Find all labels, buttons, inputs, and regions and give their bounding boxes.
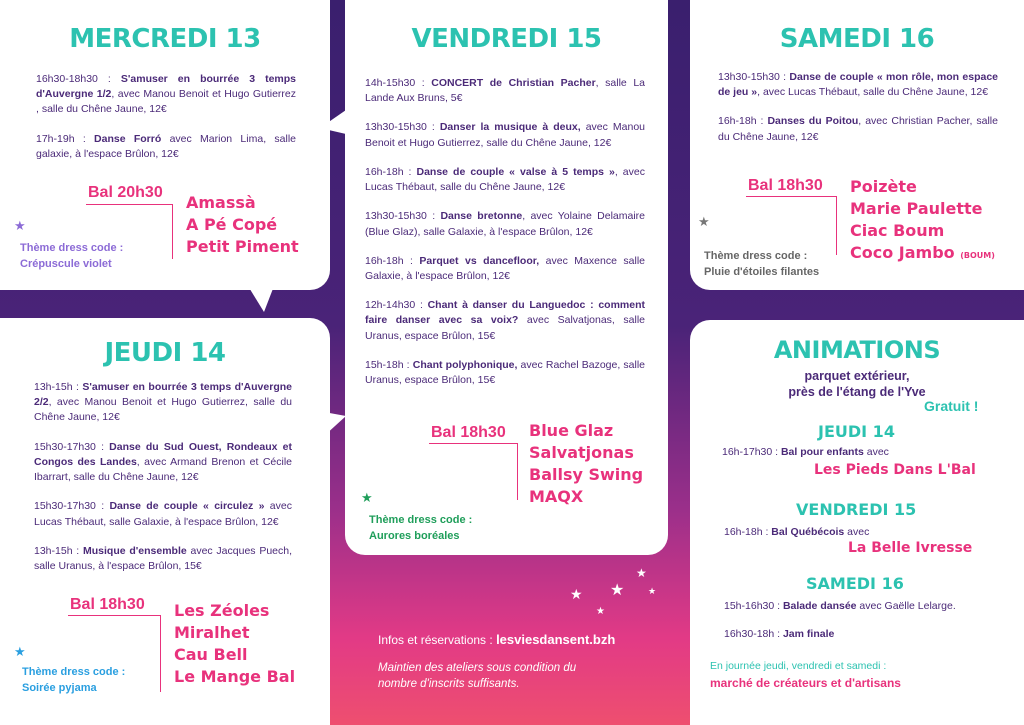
- anim-event: 15h-16h30 : Balade dansée avec Gaëlle Lelarge.: [724, 600, 956, 612]
- event: 13h-15h : Musique d'ensemble avec Jacques Puech, salle Uranus, à l'espace Brûlon, 15€: [34, 544, 293, 572]
- divider: [746, 196, 837, 255]
- bubble-tail: [248, 286, 278, 316]
- band: Blue Glaz: [529, 421, 614, 440]
- info-contact: Infos et réservations : lesviesdansent.bzh: [378, 632, 616, 647]
- event: 14h-15h30 : CONCERT de Christian Pacher, salle La Lande Aux Bruns, 5€: [365, 77, 645, 105]
- event: 13h30-15h30 : Danse bretonne, avec Yolaine Delamaire (Blue Glaz), salle Galaxie, à l'espace Brûlon, 12€: [365, 210, 645, 238]
- bubble-tail: [318, 108, 348, 138]
- band-list: [186, 192, 299, 258]
- event: 13h30-15h30 : Danser la musique à deux, avec Manou Benoit et Hugo Gutierrez, salle du Chêne Jaune, 12€: [365, 121, 645, 149]
- dress-code: Thème dress code : Aurores boréales: [369, 514, 473, 542]
- day-title: JEUDI 14: [104, 338, 226, 368]
- panel-jeudi: [0, 318, 330, 725]
- band: Salvatjonas: [529, 443, 634, 462]
- anim-footer: En journée jeudi, vendredi et samedi : marché de créateurs et d'artisans: [710, 660, 901, 690]
- star-icon: ★: [570, 586, 583, 602]
- event: 13h30-15h30 : Danse de couple « mon rôle, mon espace de jeu », avec Lucas Thébaut, salle du Chêne Jaune, 12€: [718, 71, 998, 99]
- bal-time: Bal 20h30: [88, 184, 163, 201]
- boum-label: (BOUM): [960, 251, 995, 260]
- event: 17h-19h : Danse Forró avec Marion Lima, salle galaxie, à l'espace Brûlon, 12€: [36, 132, 296, 160]
- event: 16h-18h : Parquet vs dancefloor, avec Maxence salle Galaxie, à l'espace Brûlon, 12€: [365, 254, 645, 282]
- anim-day: SAMEDI 16: [806, 574, 904, 593]
- website-link[interactable]: lesviesdansent.bzh: [496, 632, 616, 647]
- star-icon: ★: [648, 586, 657, 596]
- star-icon: ★: [14, 644, 26, 659]
- bal-time: Bal 18h30: [70, 596, 145, 613]
- anim-event: 16h-18h : Bal Québécois avec: [724, 526, 870, 538]
- event: 16h30-18h30 : S'amuser en bourrée 3 temps d'Auvergne 1/2, avec Manou Benoit et Hugo Gutierrez , salle du Chêne Jaune, 12€: [36, 73, 296, 116]
- band: Le Mange Bal: [174, 667, 296, 686]
- dress-code: Thème dress code : Crépuscule violet: [20, 242, 124, 270]
- band: Poizète: [850, 177, 917, 196]
- event: 16h-18h : Danses du Poitou, avec Christian Pacher, salle du Chêne Jaune, 12€: [718, 115, 998, 143]
- divider: [429, 443, 518, 500]
- star-icon: ★: [14, 218, 26, 233]
- info-note: Maintien des ateliers sous condition du nombre d'inscrits suffisants.: [378, 662, 577, 690]
- bal-time: Bal 18h30: [431, 424, 506, 441]
- panel-vendredi: [345, 0, 668, 555]
- band: A Pé Copé: [186, 215, 278, 234]
- day-title: SAMEDI 16: [779, 24, 935, 54]
- band-list: [529, 420, 643, 508]
- panel-mercredi: [0, 0, 330, 290]
- bal-time: Bal 18h30: [748, 177, 823, 194]
- day-title: MERCREDI 13: [69, 24, 261, 54]
- star-icon: ★: [361, 490, 373, 505]
- star-icon: ★: [698, 214, 710, 229]
- event: 16h-18h : Danse de couple « valse à 5 temps », avec Lucas Thébaut, salle du Chêne Jaune, 12€: [365, 165, 645, 194]
- band: MAQX: [529, 487, 584, 506]
- panel-samedi: [690, 0, 1024, 290]
- band: Cau Bell: [174, 645, 248, 664]
- band: Ballsy Swing: [529, 465, 644, 484]
- event: 15h30-17h30 : Danse de couple « circulez » avec Lucas Thébaut, salle Galaxie, à l'espace Brûlon, 12€: [34, 500, 292, 528]
- band: Miralhet: [174, 623, 250, 642]
- band: Coco Jambo (BOUM): [850, 243, 995, 262]
- band: Ciac Boum: [850, 221, 945, 240]
- band: Petit Piment: [186, 237, 299, 256]
- anim-day: JEUDI 14: [818, 422, 895, 441]
- band-list: [850, 176, 995, 267]
- star-icon: ★: [610, 582, 625, 599]
- anim-event: 16h-17h30 : Bal pour enfants avec: [722, 446, 889, 458]
- anim-event: 16h30-18h : Jam finale: [724, 628, 835, 640]
- star-icon: ★: [596, 606, 605, 617]
- dress-code: Thème dress code : Pluie d'étoiles filantes: [704, 250, 820, 278]
- gratuit-label: Gratuit !: [924, 398, 979, 414]
- event: 13h-15h : S'amuser en bourrée 3 temps d'Auvergne 2/2, avec Manou Benoit et Hugo Gutierrez, salle du Chêne Jaune, 12€: [34, 381, 292, 424]
- band: Marie Paulette: [850, 199, 983, 218]
- band-list: [174, 600, 295, 688]
- day-title: VENDREDI 15: [411, 24, 602, 54]
- anim-band: Les Pieds Dans L'Bal: [814, 462, 976, 478]
- star-icon: ★: [636, 566, 647, 580]
- dress-code: Thème dress code : Soirée pyjama: [22, 666, 126, 694]
- anim-band: La Belle Ivresse: [848, 540, 973, 556]
- band: Amassà: [186, 193, 256, 212]
- band: Les Zéoles: [174, 601, 270, 620]
- event: 15h-18h : Chant polyphonique, avec Rachel Bazoge, salle Uranus, espace Brûlon, 15€: [365, 358, 645, 387]
- anim-day: VENDREDI 15: [796, 500, 917, 519]
- panel-animations: ANIMATIONS parquet extérieur, près de l'étang de l'Yve Gratuit ! JEUDI 14 16h-17h30 : Bal pour enfants avec Les Pieds Dans L'Bal VENDREDI 15 16h-18h : Bal Québécois avec La Belle Ivresse SAMEDI 16 15h-16h30 : Balade dansée avec Gaëlle Lelarge. 16h30-18h : Jam finale En journée jeudi, vendredi et samedi : marché de créateurs et d'artisans: [690, 320, 1024, 725]
- event: 12h-14h30 : Chant à danser du Languedoc : comment faire danser avec sa voix? avec Salvatjonas, salle Uranus, espace Brûlon, 15€: [365, 299, 645, 342]
- event: 15h30-17h30 : Danse du Sud Ouest, Rondeaux et Congos des Landes, avec Armand Brenon et Cécile Ibarrart, salle du Chêne Jaune, 12€: [34, 440, 293, 484]
- animations-title: ANIMATIONS: [773, 336, 941, 364]
